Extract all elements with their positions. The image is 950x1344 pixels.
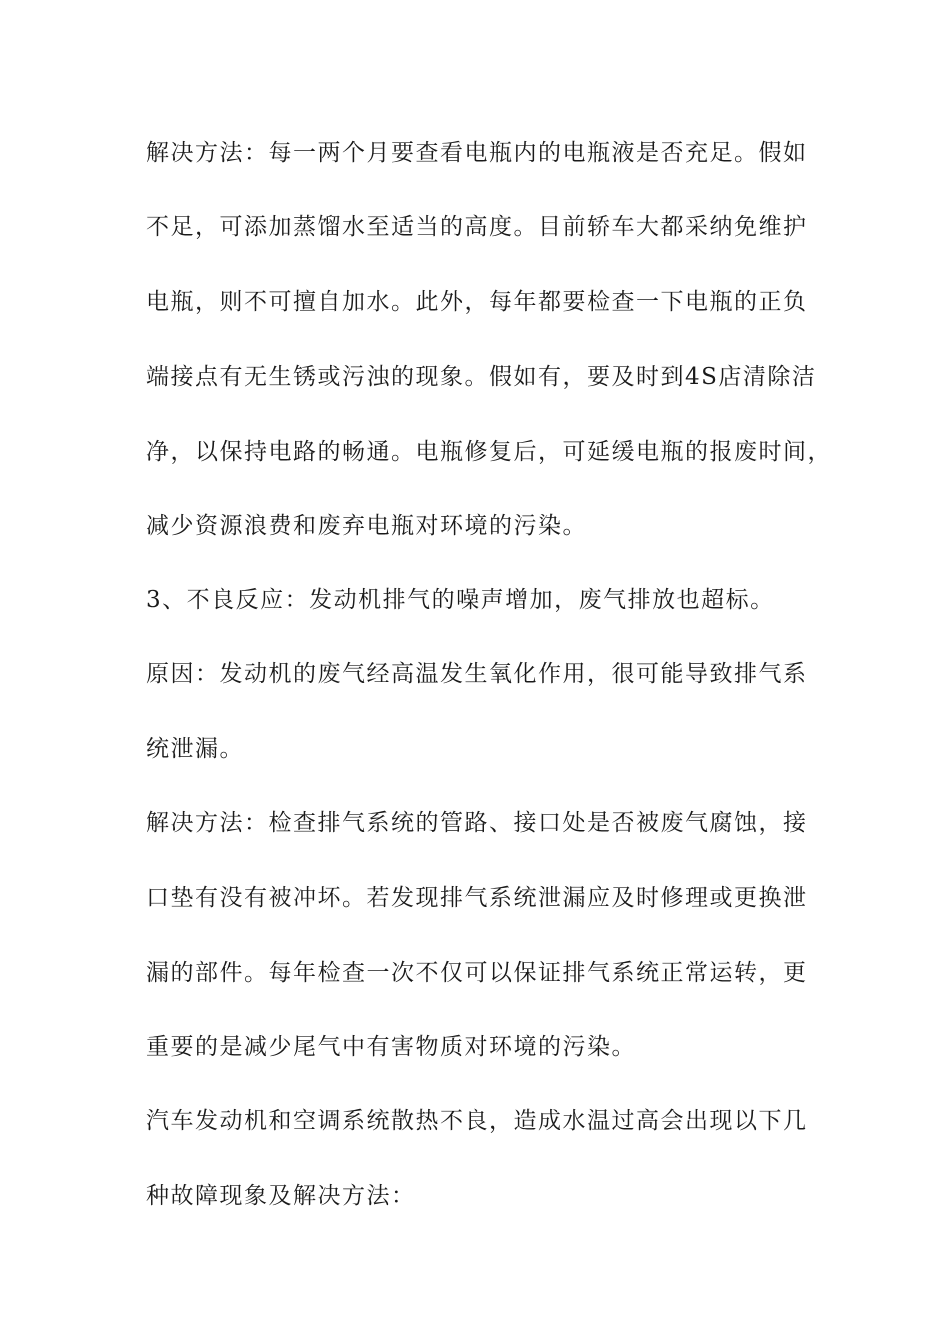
text-line-11: 口垫有没有被冲坏。若发现排气系统泄漏应及时修理或更换泄 (146, 885, 808, 911)
text-line-3: 电瓶，则不可擅自加水。此外，每年都要检查一下电瓶的正负 (146, 289, 808, 315)
text-line-8: 原因：发动机的废气经高温发生氧化作用，很可能导致排气系 (146, 661, 808, 687)
text-line-2: 不足，可添加蒸馏水至适当的高度。目前轿车大都采纳免维护 (146, 214, 808, 240)
text-line-15: 种故障现象及解决方法： (146, 1183, 416, 1209)
text-line-7: 3、不良反应：发动机排气的噪声增加，废气排放也超标。 (146, 587, 775, 613)
text-line-13: 重要的是减少尾气中有害物质对环境的污染。 (146, 1034, 636, 1060)
text-line-5: 净，以保持电路的畅通。电瓶修复后，可延缓电瓶的报废时间， (146, 439, 832, 465)
text-line-10: 解决方法：检查排气系统的管路、接口处是否被废气腐蚀，接 (146, 810, 808, 836)
text-line-9: 统泄漏。 (146, 736, 244, 762)
text-line-6: 减少资源浪费和废弃电瓶对环境的污染。 (146, 513, 587, 539)
text-line-14: 汽车发动机和空调系统散热不良，造成水温过高会出现以下几 (146, 1108, 808, 1134)
text-line-1: 解决方法：每一两个月要查看电瓶内的电瓶液是否充足。假如 (146, 140, 808, 166)
text-line-12: 漏的部件。每年检查一次不仅可以保证排气系统正常运转，更 (146, 960, 808, 986)
text-line-4: 端接点有无生锈或污浊的现象。假如有，要及时到4S店清除洁 (146, 364, 817, 390)
